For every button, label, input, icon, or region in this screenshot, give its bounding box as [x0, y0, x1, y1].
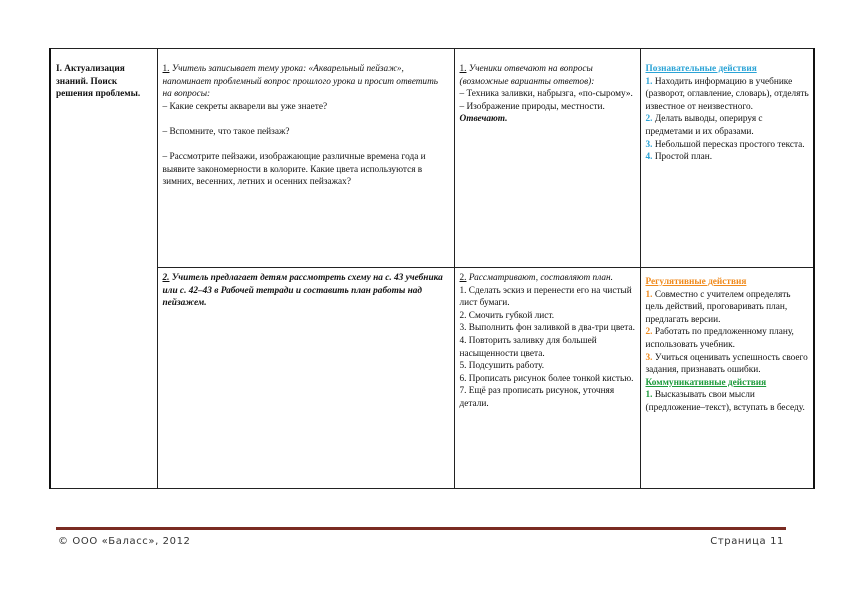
plan-step: 6. Прописать рисунок более тонкой кистью. — [459, 373, 634, 384]
regulatory-item: 2. Работать по предложенному плану, использовать учебник. — [645, 327, 794, 350]
plan-step: 5. Подсушить работу. — [459, 361, 545, 372]
teacher-question-3: – Рассмотрите пейзажи, изображающие различные времена года и выявите закономерности в колорите. Какие цвета используются в зимних, весенних, летних и осенних пейзажах? — [162, 152, 426, 188]
cognitive-item: 3. Небольшой пересказ простого текста. — [645, 139, 805, 150]
teacher-question-1: – Какие секреты акварели вы уже знаете? — [162, 101, 328, 112]
plan-step: 4. Повторить заливку для большей насыщенности цвета. — [459, 335, 597, 359]
regulatory-heading: Регулятивные действия — [645, 277, 747, 287]
regulatory-item: 3. Учиться оценивать успешность своего задания, признавать ошибки. — [645, 352, 808, 376]
students-cell-2 — [454, 268, 640, 489]
teacher-question-2: – Вспомните, что такое пейзаж? — [162, 126, 290, 137]
students-intro-2: Рассматривают, составляют план. — [468, 273, 613, 283]
footer-copyright: © ООО «Баласс», 2012 — [58, 536, 191, 547]
teacher-cell-1 — [157, 49, 454, 268]
teacher-step-number-1: 1. — [162, 64, 170, 74]
students-answer-1: – Техника заливки, набрызга, «по-сырому». — [459, 89, 633, 100]
cognitive-heading: Познавательные действия — [645, 64, 757, 74]
uud-cognitive-cell — [640, 49, 814, 268]
teacher-intro-1: Учитель записывает тему урока: «Акварельный пейзаж», напоминает проблемный вопрос прошлого урока и просит ответить на вопросы: — [162, 64, 439, 100]
footer-divider — [56, 527, 786, 530]
cognitive-item: 1. Находить информацию в учебнике (разворот, оглавление, словарь), отделять известное от неизвестного. — [645, 76, 809, 112]
plan-step: 1. Сделать эскиз и перенести его на чистый лист бумаги. — [459, 285, 632, 309]
plan-step: 2. Смочить губкой лист. — [459, 310, 555, 321]
students-step-number-1: 1. — [459, 64, 467, 74]
stage-number: I. — [56, 64, 62, 74]
students-answer-3: Отвечают. — [459, 114, 508, 125]
teacher-text-2: Учитель предлагает детям рассмотреть схему на с. 43 учебника или с. 42–43 в Рабочей тетради и составить план работы над пейзажем. — [162, 273, 443, 309]
regulatory-item: 1. Совместно с учителем определять цель действий, проговаривать план, предлагать версии. — [645, 289, 791, 325]
stage-title: Актуализация знаний. Поиск решения проблемы. — [56, 64, 141, 100]
cognitive-item: 4. Простой план. — [645, 152, 713, 163]
cognitive-item: 2. Делать выводы, оперируя с предметами и их образами. — [645, 114, 763, 137]
plan-step: 7. Ещё раз прописать рисунок, уточняя детали. — [459, 386, 615, 409]
uud-regulatory-cell — [640, 268, 814, 489]
teacher-step-number-2: 2. — [162, 273, 170, 283]
footer-page-number: Страница 11 — [710, 536, 784, 547]
teacher-cell-2 — [157, 268, 454, 489]
lesson-table — [49, 48, 815, 489]
plan-step: 3. Выполнить фон заливкой в два-три цвета. — [459, 323, 635, 334]
students-intro-1: Ученики отвечают на вопросы (возможные варианты ответов): — [459, 64, 595, 87]
communicative-heading: Коммуникативные действия — [645, 377, 767, 388]
students-answer-2: – Изображение природы, местности. — [459, 101, 605, 112]
students-step-number-2: 2. — [459, 273, 467, 283]
communicative-item: 1. Высказывать свои мысли (предложение–текст), вступать в беседу. — [645, 390, 805, 413]
stage-cell — [50, 49, 157, 489]
students-cell-1 — [454, 49, 640, 268]
